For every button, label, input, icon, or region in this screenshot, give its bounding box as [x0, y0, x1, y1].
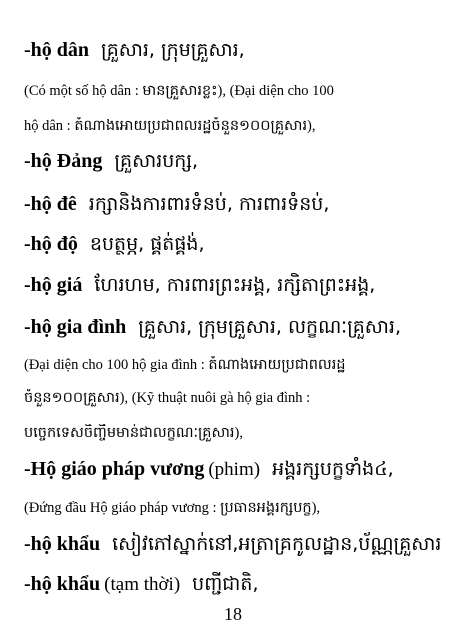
headword: -Hộ giáo pháp vương	[24, 458, 205, 480]
khmer-definition: ឧបត្ថម្ភ, ផ្គត់ផ្គង់,	[89, 233, 205, 255]
khmer-definition: សៀវភៅស្នាក់នៅ,អត្រាគ្រកូលដ្ឋាន,ប័ណ្ណគ្រួសារ	[112, 533, 442, 555]
headword: -hộ dân	[24, 39, 90, 61]
entry-ho-dang	[24, 149, 456, 177]
example-line: (Đứng đầu Hộ giáo pháp vương : ប្រធានអង្គរក្សបក្ខ),	[24, 500, 321, 516]
headword-note: (phim)	[208, 459, 261, 480]
khmer-definition: ហែរហម, ការពារព្រះអង្គ, រក្សិតាព្រះអង្គ,	[94, 274, 376, 296]
khmer-definition: បញ្ជីជាតិ,	[192, 573, 259, 595]
khmer-definition: គ្រួសារ, ក្រុមគ្រួសារ, លក្ខណៈគ្រួសារ,	[138, 316, 401, 338]
entry-ho-khau	[24, 532, 456, 560]
example-line: hộ dân : តំណាងអោយប្រជាពលរដ្ឋចំនួន១០០គ្រួសារ),	[24, 118, 316, 134]
headword: -hộ đê	[24, 193, 77, 215]
entry-ho-khau-tam-thoi	[24, 572, 456, 600]
khmer-definition: គ្រួសារបក្ស,	[114, 150, 199, 172]
entry-ho-do	[24, 232, 456, 260]
example-line: (Đại diện cho 100 hộ gia đình : តំណាងអោយប្រជាពលរដ្ឋ	[24, 357, 346, 373]
page-number: 18	[224, 604, 242, 624]
example-line: បច្ចេកទេសចិញ្ចឹមមាន់ជាលក្ខណៈគ្រួសារ),	[24, 425, 243, 441]
entry-ho-giao-phap-vuong	[24, 457, 456, 485]
headword-note: (tạm thời)	[104, 574, 181, 595]
entry-ho-dan	[24, 38, 456, 66]
headword: -hộ Đảng	[24, 150, 103, 172]
khmer-definition: អង្គរក្សបក្ខទាំង៤,	[272, 458, 394, 480]
headword: -hộ giá	[24, 274, 83, 296]
entry-ho-de	[24, 192, 456, 220]
headword: -hộ khẩu	[24, 573, 101, 595]
example-line: ចំនួន១០០គ្រួសារ), (Kỹ thuật nuôi gà hộ gia đình :	[24, 390, 311, 406]
example-line: (Có một số hộ dân : មានគ្រួសារខ្លះ), (Đại diện cho 100	[24, 83, 334, 99]
khmer-definition: រក្សានិងការពារទំនប់, ការពារទំនប់,	[88, 193, 330, 215]
headword: -hộ khẩu	[24, 533, 101, 555]
entry-ho-gia	[24, 273, 456, 301]
khmer-definition: គ្រួសារ, ក្រុមគ្រួសារ,	[101, 39, 245, 61]
headword: -hộ độ	[24, 233, 78, 255]
headword: -hộ gia đình	[24, 316, 127, 338]
entry-ho-gia-dinh	[24, 315, 456, 343]
